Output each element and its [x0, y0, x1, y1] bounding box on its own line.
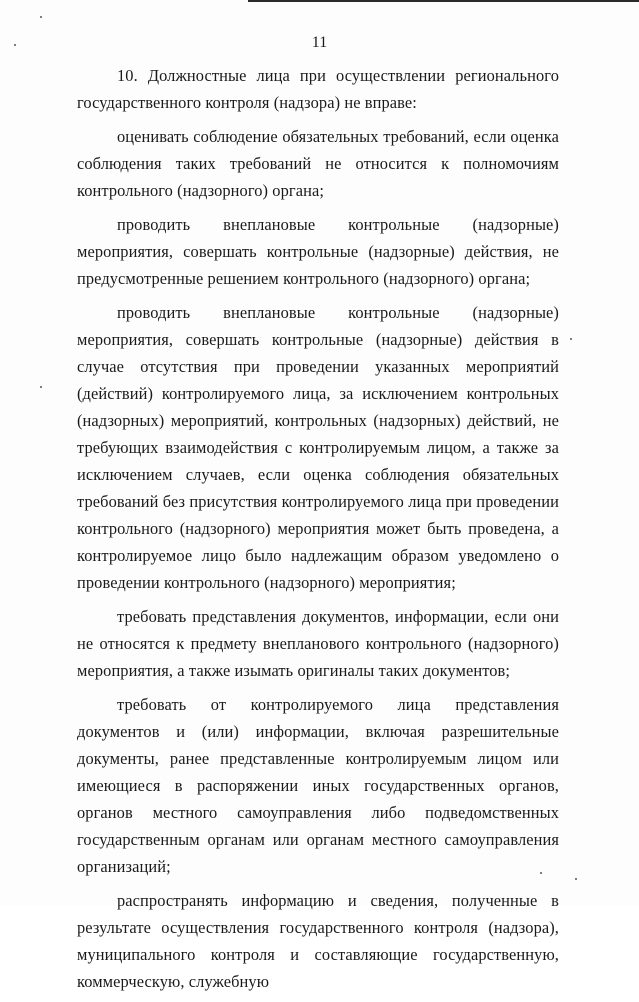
- page-number: 11: [311, 34, 328, 51]
- paragraph-prohibition: требовать от контролируемого лица представления документов и (или) информации, включая разрешительные документы, ранее представленные контролируемым лицом или имеющиеся в распоряжении иных государственных органов, органов местного самоуправления либо подведомственных государственным органам или органам местного самоуправления организаций;: [77, 695, 559, 876]
- scan-speck: [40, 386, 42, 388]
- paragraph-prohibition: требовать представления документов, информации, если они не относятся к предмету внепланового контрольного (надзорного) мероприятия, а также изымать оригиналы таких документов;: [77, 607, 559, 680]
- paragraph-prohibition: проводить внеплановые контрольные (надзорные) мероприятия, совершать контрольные (надзорные) действия, не предусмотренные решением контрольного (надзорного) органа;: [77, 215, 559, 288]
- paragraph-item-10: 10. Должностные лица при осуществлении регионального государственного контроля (надзора) не вправе:: [77, 66, 559, 112]
- scan-speck: [575, 878, 577, 880]
- scan-speck: [40, 16, 42, 18]
- document-body: [77, 62, 559, 1002]
- scan-edge-line: [248, 0, 639, 2]
- scan-speck: [570, 338, 572, 340]
- paragraph-prohibition: проводить внеплановые контрольные (надзорные) мероприятия, совершать контрольные (надзорные) действия в случае отсутствия при проведении указанных мероприятий (действий) контролируемого лица, за исключением контрольных (надзорных) мероприятий, контрольных (надзорных) действий, не требующих взаимодействия с контролируемым лицом, а также за исключением случаев, если оценка соблюдения обязательных требований без присутствия контролируемого лица при проведении контрольного (надзорного) мероприятия может быть проведена, а контролируемое лицо было надлежащим образом уведомлено о проведении контрольного (надзорного) мероприятия;: [77, 303, 559, 592]
- paragraph-prohibition: распространять информацию и сведения, полученные в результате осуществления государственного контроля (надзора), муниципального контроля и составляющие государственную, коммерческую, служебную: [77, 891, 559, 991]
- paragraph-prohibition: оценивать соблюдение обязательных требований, если оценка соблюдения таких требований не относится к полномочиям контрольного (надзорного) органа;: [77, 127, 559, 200]
